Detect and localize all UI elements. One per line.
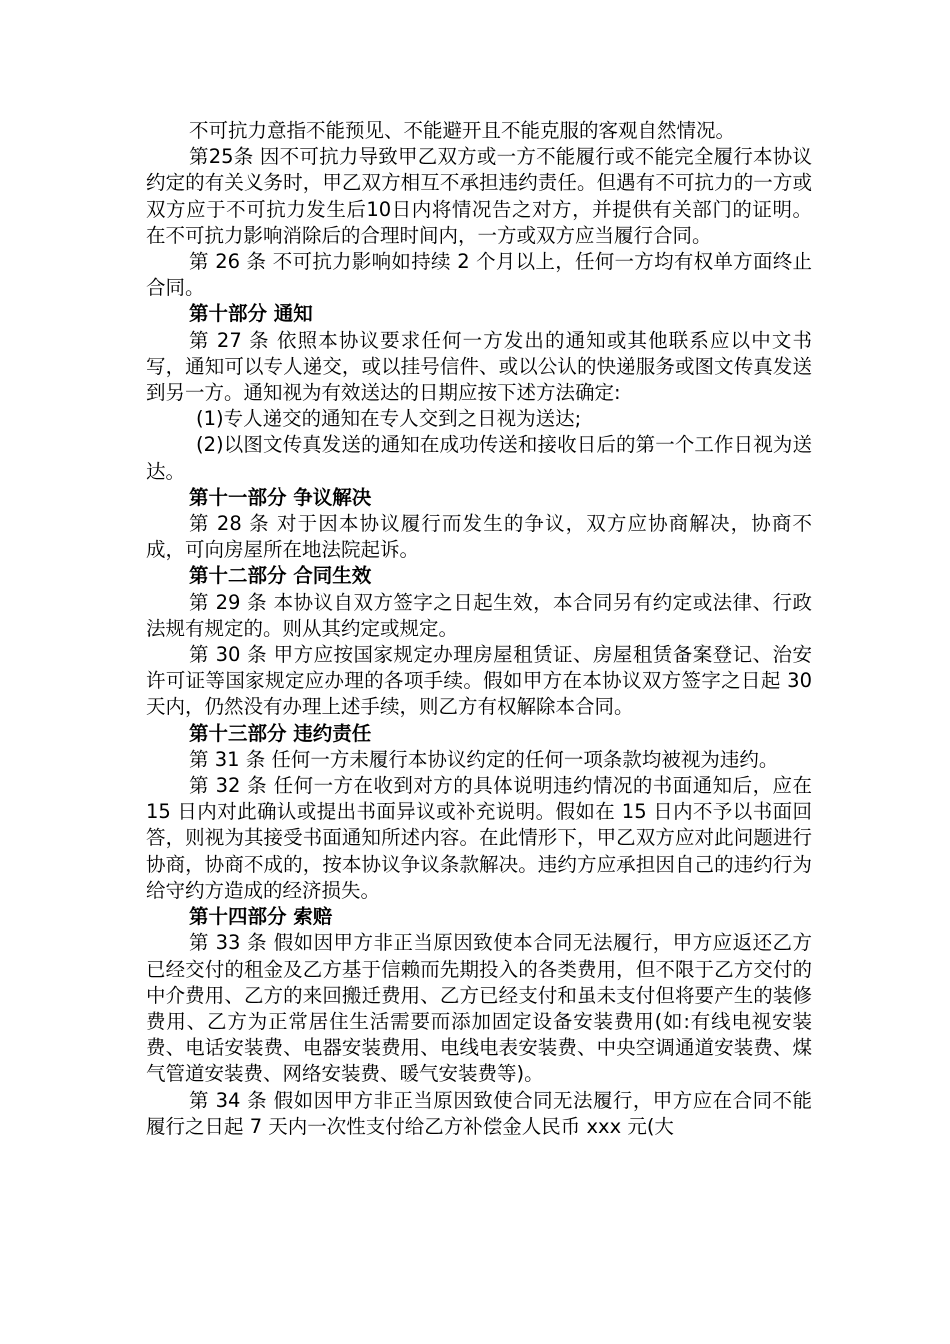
- section-heading-dispute: 第十一部分 争议解决: [189, 485, 372, 509]
- paragraph-force-majeure-definition: 不可抗力意指不能预见、不能避开且不能克服的客观自然情况。: [189, 119, 736, 142]
- section-heading-claims: 第十四部分 索赔: [189, 905, 333, 929]
- paragraph-article-34: 第 34 条 假如因甲方非正当原因致使合同无法履行，甲方应在合同不能履行之日起 7 天内一次性支付给乙方补偿金人民币 xxx 元(大: [146, 1088, 812, 1138]
- paragraph-article-26: 第 26 条 不可抗力影响如持续 2 个月以上，任何一方均有权单方面终止合同。: [146, 250, 812, 300]
- document-page: [146, 118, 812, 1140]
- paragraph-article-31: 第 31 条 任何一方未履行本协议约定的任何一项条款均被视为违约。: [189, 747, 779, 771]
- list-item-delivery-2: (2)以图文传真发送的通知在成功传送和接收日后的第一个工作日视为送达。: [146, 433, 812, 483]
- paragraph-article-27: 第 27 条 依照本协议要求任何一方发出的通知或其他联系应以中文书写，通知可以专人递交，或以挂号信件、或以公认的快递服务或图文传真发送到另一方。通知视为有效送达的日期应按下述方法确定:: [146, 328, 812, 405]
- paragraph-article-33: 第 33 条 假如因甲方非正当原因致使本合同无法履行，甲方应返还乙方已经交付的租金及乙方基于信赖而先期投入的各类费用，但不限于乙方交付的中介费用、乙方的来回搬迁费用、乙方已经支付和虽未支付但将要产生的装修费用、乙方为正常居住生活需要而添加固定设备安装费用(如:有线电视安装费、电话安装费、电器安装费用、电线电表安装费、中央空调通道安装费、煤气管道安装费、网络安装费、暖气安装费等)。: [146, 931, 812, 1086]
- paragraph-article-32: 第 32 条 任何一方在收到对方的具体说明违约情况的书面通知后，应在 15 日内对此确认或提出书面异议或补充说明。假如在 15 日内不予以书面回答，则视为其接受书面通知所述内容。在此情形下，甲乙双方应对此问题进行协商，协商不成的，按本协议争议条款解决。违约方应承担因自己的违约行为给守约方造成的经济损失。: [146, 774, 812, 902]
- section-heading-effectiveness: 第十二部分 合同生效: [189, 564, 372, 588]
- paragraph-article-29: 第 29 条 本协议自双方签字之日起生效，本合同另有约定或法律、行政法规有规定的。则从其约定或规定。: [146, 590, 812, 640]
- paragraph-article-28: 第 28 条 对于因本协议履行而发生的争议，双方应协商解决，协商不成，可向房屋所在地法院起诉。: [146, 512, 812, 562]
- paragraph-article-30: 第 30 条 甲方应按国家规定办理房屋租赁证、房屋租赁备案登记、治安许可证等国家规定应办理的各项手续。假如甲方在本协议双方签字之日起 30 天内，仍然没有办理上述手续，则乙方有权解除本合同。: [146, 643, 812, 719]
- paragraph-article-25: 第25条 因不可抗力导致甲乙双方或一方不能履行或不能完全履行本协议约定的有关义务时，甲乙双方相互不承担违约责任。但遇有不可抗力的一方或双方应于不可抗力发生后10日内将情况告之对方，并提供有关部门的证明。在不可抗力影响消除后的合理时间内，一方或双方应当履行合同。: [146, 145, 812, 247]
- section-heading-liability: 第十三部分 违约责任: [189, 721, 372, 745]
- section-heading-notice: 第十部分 通知: [189, 302, 313, 326]
- list-item-delivery-1: (1)专人递交的通知在专人交到之日视为送达;: [196, 407, 582, 431]
